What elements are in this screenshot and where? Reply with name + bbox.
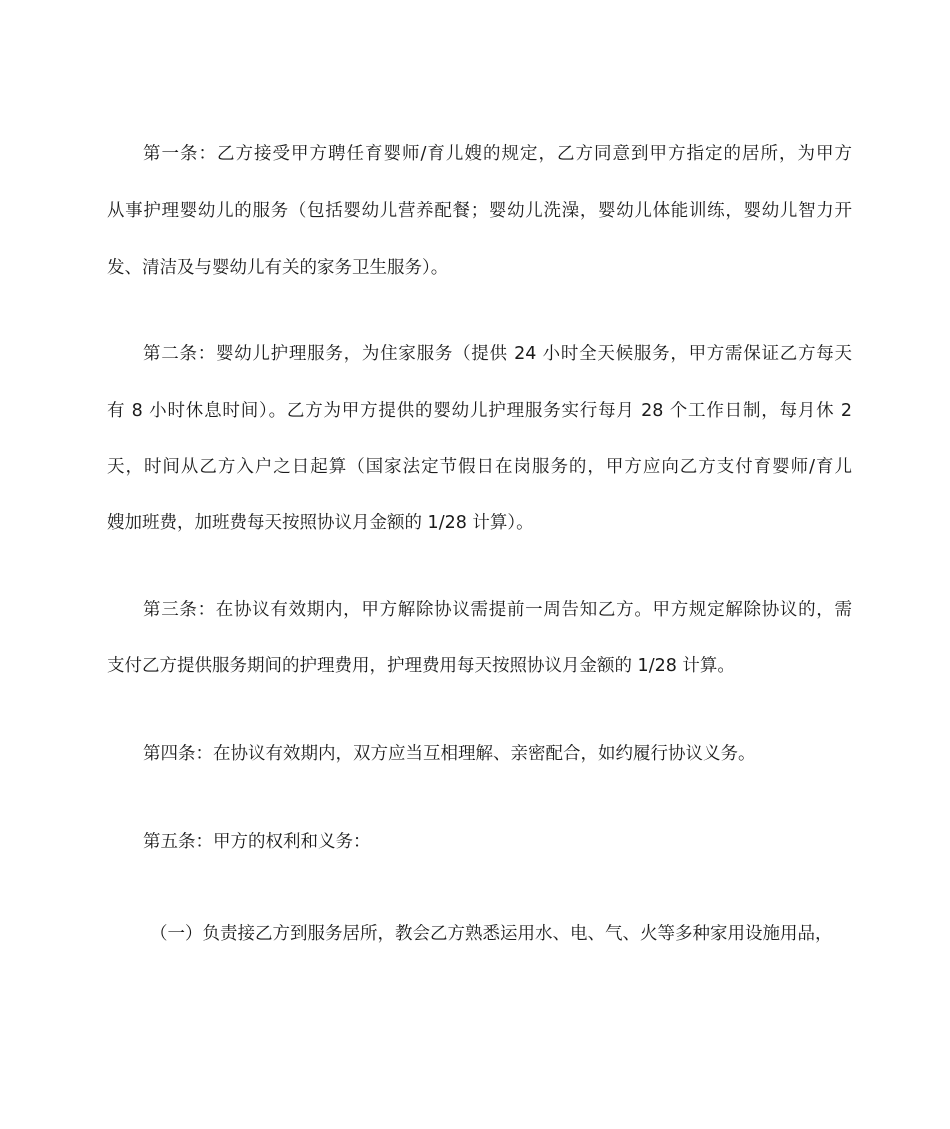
article-2-line-4: 嫂加班费，加班费每天按照协议月金额的 1/28 计算）。 [107, 513, 534, 533]
article-4-line-1: 第四条：在协议有效期内，双方应当互相理解、亲密配合，如约履行协议义务。 [143, 744, 756, 764]
article-3-line-2: 支付乙方提供服务期间的护理费用，护理费用每天按照协议月金额的 1/28 计算。 [107, 656, 735, 676]
article-5-heading: 第五条：甲方的权利和义务： [143, 832, 371, 852]
article-2-line-2: 有 8 小时休息时间）。乙方为甲方提供的婴幼儿护理服务实行每月 28 个工作日制，每月休 2 [107, 401, 852, 421]
article-2-line-3: 天，时间从乙方入户之日起算（国家法定节假日在岗服务的，甲方应向乙方支付育婴师/育儿 [107, 457, 852, 477]
article-1-line-1: 第一条：乙方接受甲方聘任育婴师/育儿嫂的规定，乙方同意到甲方指定的居所，为甲方 [143, 144, 852, 164]
article-1-line-2: 从事护理婴幼儿的服务（包括婴幼儿营养配餐；婴幼儿洗澡，婴幼儿体能训练，婴幼儿智力开 [107, 201, 852, 221]
article-5-item-1-line-1: （一）负责接乙方到服务居所，教会乙方熟悉运用水、电、气、火等多种家用设施用品， [150, 924, 833, 944]
article-2-line-1: 第二条：婴幼儿护理服务，为住家服务（提供 24 小时全天候服务，甲方需保证乙方每天 [143, 344, 852, 364]
article-1-line-3: 发、清洁及与婴幼儿有关的家务卫生服务）。 [107, 258, 449, 278]
article-3-line-1: 第三条：在协议有效期内，甲方解除协议需提前一周告知乙方。甲方规定解除协议的，需 [143, 600, 852, 620]
